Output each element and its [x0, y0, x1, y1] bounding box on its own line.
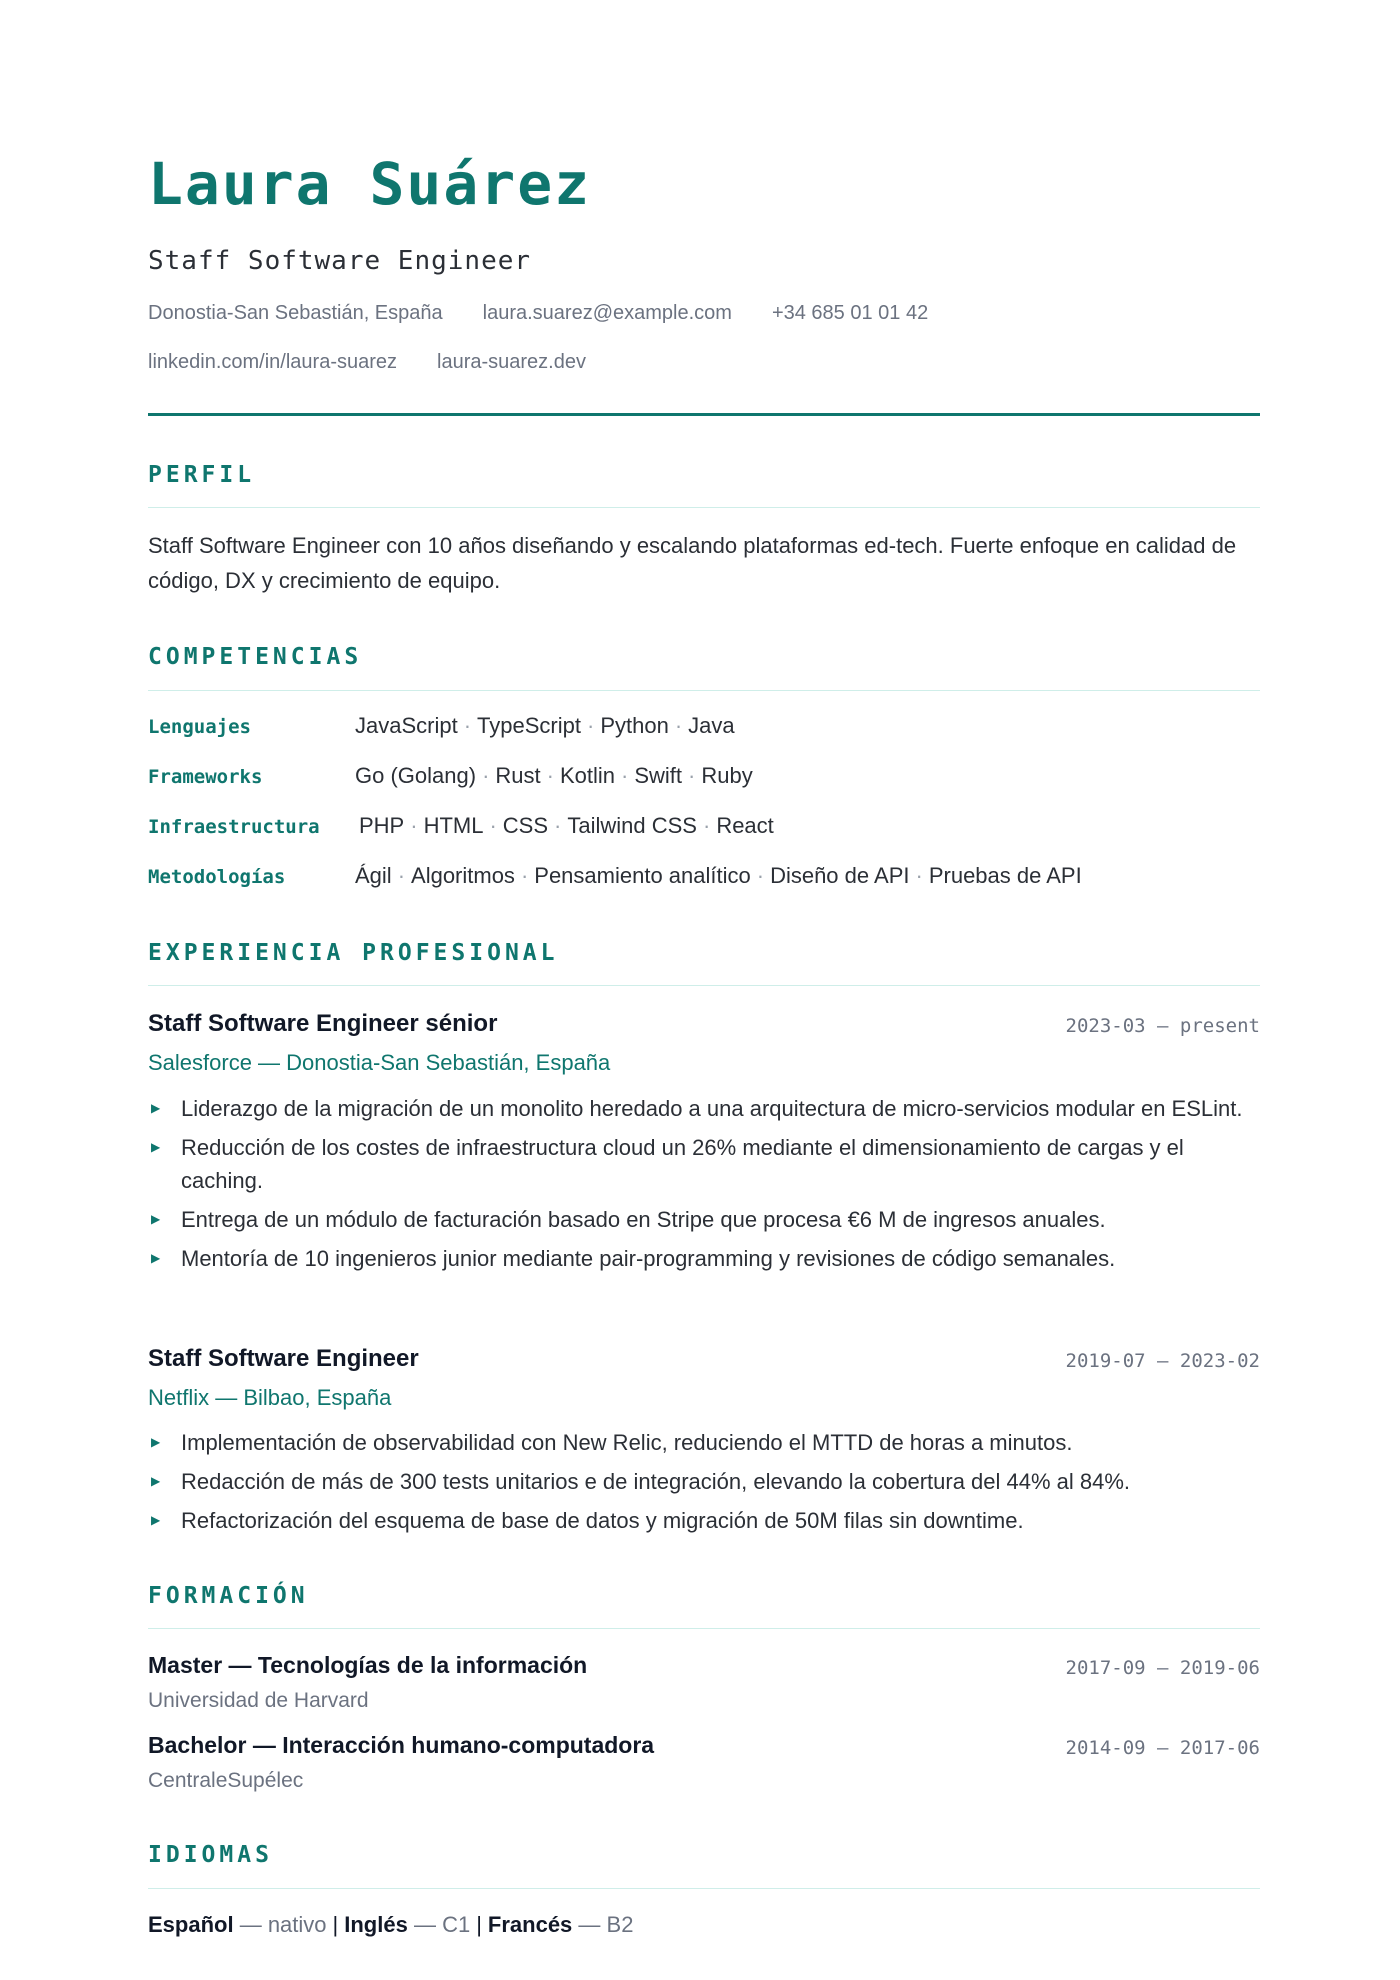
job-dates: 2023-03 — present [1065, 1015, 1260, 1037]
list-item: ▶ Reducción de los costes de infraestructura cloud un 26% mediante el dimensionamiento de cargas y el caching. [148, 1131, 1260, 1197]
skill-item: Kotlin [559, 763, 616, 788]
skill-items: JavaScript · TypeScript · Python · Java [355, 713, 735, 738]
job-bullets [148, 1426, 1260, 1543]
language-name: Francés [487, 1912, 573, 1937]
education-dates: 2014-09 — 2017-06 [1065, 1737, 1260, 1759]
section-divider [148, 1628, 1260, 1629]
section-title-skills: COMPETENCIAS [148, 644, 363, 670]
skill-row-languages [148, 713, 1260, 743]
bullet-triangle-icon: ▶ [151, 1101, 161, 1115]
skill-item: Rust [495, 763, 541, 788]
bullet-triangle-icon: ▶ [151, 1140, 161, 1154]
list-item: ▶ Refactorización del esquema de base de datos y migración de 50M filas sin downtime. [148, 1504, 1260, 1537]
languages-line: Español — nativo | Inglés — C1 | Francés — B2 [148, 1912, 634, 1937]
bullet-triangle-icon: ▶ [151, 1251, 161, 1265]
language-name: Inglés [344, 1912, 408, 1937]
job-bullets [148, 1092, 1260, 1281]
section-title-education: FORMACIÓN [148, 1583, 309, 1609]
list-item: ▶ Redacción de más de 300 tests unitarios e de integración, elevando la cobertura del 44% al 84%. [148, 1465, 1260, 1498]
list-item: ▶ Implementación de observabilidad con New Relic, reduciendo el MTTD de horas a minutos. [148, 1426, 1260, 1459]
skill-item: Diseño de API [770, 863, 910, 888]
contact-location: Donostia-San Sebastián, España [148, 302, 443, 324]
skill-item: JavaScript [355, 713, 458, 738]
bullet-triangle-icon: ▶ [151, 1474, 161, 1488]
section-divider [148, 507, 1260, 508]
bullet-triangle-icon: ▶ [151, 1435, 161, 1449]
skill-label: Metodologías [148, 866, 286, 888]
list-item: ▶ Liderazgo de la migración de un monolito heredado a una arquitectura de micro-servicios modular en ESLint. [148, 1092, 1260, 1125]
language-name: Español [148, 1912, 234, 1937]
bullet-triangle-icon: ▶ [151, 1212, 161, 1226]
list-item: ▶ Mentoría de 10 ingenieros junior mediante pair-programming y revisiones de código semanales. [148, 1242, 1260, 1275]
skill-item: Ágil [355, 863, 392, 888]
skill-label: Lenguajes [148, 716, 251, 738]
language-level: nativo [267, 1912, 327, 1937]
language-level: C1 [442, 1912, 471, 1937]
skill-item: Tailwind CSS [567, 813, 697, 838]
job-organization: Netflix — Bilbao, España [148, 1385, 392, 1410]
header-divider [148, 413, 1260, 416]
education-degree: Bachelor — Interacción humano-computadora [148, 1732, 655, 1758]
skill-item: Swift [634, 763, 683, 788]
skill-item: Pruebas de API [928, 863, 1082, 888]
skill-items: PHP · HTML · CSS · Tailwind CSS · React [359, 813, 774, 838]
section-title-profile: PERFIL [148, 462, 256, 488]
contact-row-2 [148, 351, 586, 374]
skill-item: Python [600, 713, 669, 738]
skill-item: Pensamiento analítico [534, 863, 751, 888]
bullet-triangle-icon: ▶ [151, 1513, 161, 1527]
contact-email[interactable]: laura.suarez@example.com [482, 302, 732, 324]
skill-item: Java [688, 713, 735, 738]
candidate-role: Staff Software Engineer [148, 246, 532, 276]
job-title: Staff Software Engineer sénior [148, 1010, 498, 1037]
education-school: Universidad de Harvard [148, 1689, 369, 1712]
skill-row-methodologies [148, 863, 1260, 893]
education-dates: 2017-09 — 2019-06 [1065, 1657, 1260, 1679]
section-title-languages: IDIOMAS [148, 1842, 273, 1868]
section-title-experience: EXPERIENCIA PROFESIONAL [148, 940, 559, 966]
section-divider [148, 1888, 1260, 1889]
skill-item: Go (Golang) [355, 763, 477, 788]
contact-website[interactable]: laura-suarez.dev [437, 351, 586, 373]
language-level: B2 [606, 1912, 634, 1937]
section-divider [148, 690, 1260, 691]
job-organization: Salesforce — Donostia-San Sebastián, España [148, 1050, 611, 1075]
contact-phone[interactable]: +34 685 01 01 42 [771, 302, 929, 324]
profile-text: Staff Software Engineer con 10 años diseñando y escalando plataformas ed-tech. Fuerte enfoque en calidad de código, DX y crecimiento de equipo. [148, 533, 1237, 593]
job-dates: 2019-07 — 2023-02 [1065, 1350, 1260, 1372]
job-title: Staff Software Engineer [148, 1345, 419, 1372]
skill-item: React [716, 813, 774, 838]
contact-linkedin[interactable]: linkedin.com/in/laura-suarez [148, 351, 398, 373]
candidate-name: Laura Suárez [148, 150, 592, 218]
skill-items: Ágil · Algoritmos · Pensamiento analítico · Diseño de API · Pruebas de API [355, 863, 1082, 888]
skill-label: Frameworks [148, 766, 263, 788]
education-degree: Master — Tecnologías de la información [148, 1652, 588, 1678]
skill-label: Infraestructura [148, 816, 320, 838]
section-divider [148, 985, 1260, 986]
skill-item: PHP [359, 813, 405, 838]
skill-item: TypeScript [477, 713, 581, 738]
skill-items: Go (Golang) · Rust · Kotlin · Swift · Ruby [355, 763, 753, 788]
skill-row-frameworks [148, 763, 1260, 793]
list-item: ▶ Entrega de un módulo de facturación basado en Stripe que procesa €6 M de ingresos anuales. [148, 1203, 1260, 1236]
education-school: CentraleSupélec [148, 1769, 304, 1792]
skill-item: HTML [423, 813, 484, 838]
skill-row-infrastructure [148, 813, 1260, 843]
skill-item: Algoritmos [411, 863, 515, 888]
skill-item: CSS [502, 813, 549, 838]
contact-row-1 [148, 302, 928, 325]
skill-item: Ruby [701, 763, 753, 788]
